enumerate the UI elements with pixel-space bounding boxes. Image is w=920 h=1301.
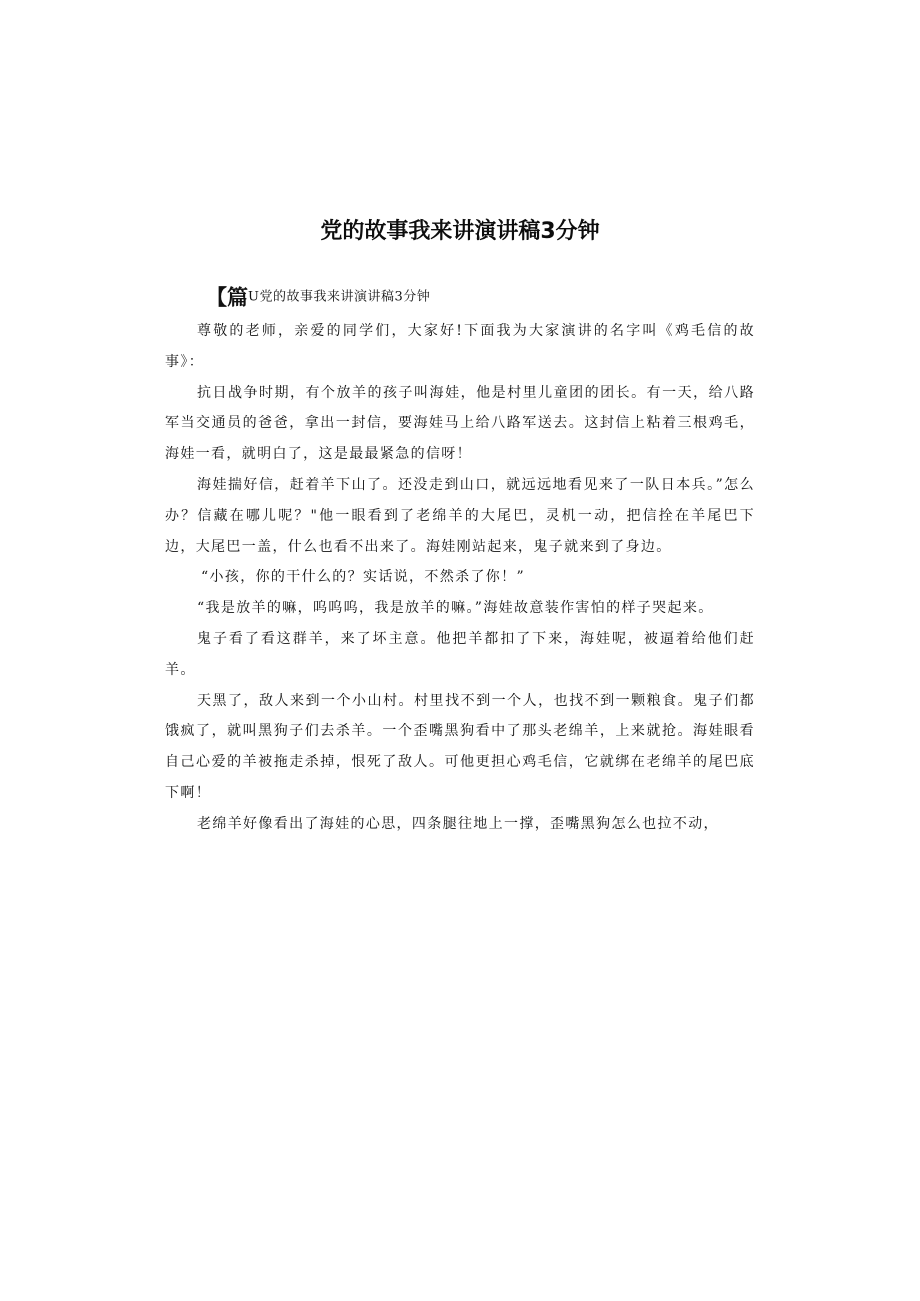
- paragraph-nightfall: 天黑了，敌人来到一个小山村。村里找不到一个人，也找不到一颗粮食。鬼子们都饿疯了，就叫黑狗子们去杀羊。一个歪嘴黑狗看中了那头老绵羊，上来就抢。海娃眼看自己心爱的羊被拖走杀掉，恨死了敌人。可他更担心鸡毛信，它就绑在老绵羊的尾巴底下啊！: [165, 692, 755, 801]
- section-heading-text: U党的故事我来讲演讲稿3分钟: [248, 289, 431, 305]
- document-title: 党的故事我来讲演讲稿3分钟: [320, 219, 600, 244]
- paragraph-old-sheep: 老绵羊好像看出了海娃的心思，四条腿往地上一撑，歪嘴黑狗怎么也拉不动，: [197, 815, 719, 832]
- document-body: [165, 316, 755, 840]
- section-heading-bracket: 【篇: [206, 285, 248, 310]
- paragraph-soldier-question: “小孩，你的干什么的？实话说，不然杀了你！”: [201, 569, 526, 586]
- paragraph-greeting: 尊敬的老师，亲爱的同学们，大家好!下面我为大家演讲的名字叫《鸡毛信的故事》：: [165, 323, 755, 370]
- paragraph-story-intro: 抗日战争时期，有个放羊的孩子叫海娃，他是村里儿童团的团长。有一天，给八路军当交通员的爸爸，拿出一封信，要海娃马上给八路军送去。这封信上粘着三根鸡毛，海娃一看，就明白了，这是最最紧急的信呀！: [165, 384, 755, 463]
- section-heading: [206, 283, 430, 311]
- paragraph-sheep-seized: 鬼子看了看这群羊，来了坏主意。他把羊都扣了下来，海娃呢，被逼着给他们赶羊。: [165, 630, 755, 678]
- paragraph-hide-letter: 海娃揣好信，赶着羊下山了。还没走到山口，就远远地看见来了一队日本兵。”怎么办？信藏在哪儿呢？"他一眼看到了老绵羊的大尾巴，灵机一动，把信拴在羊尾巴下边，大尾巴一盖，什么也看不出来了。海娃刚站起来，鬼子就来到了身边。: [165, 476, 755, 555]
- paragraph-hai-wa-reply: “我是放羊的嘛，呜呜呜，我是放羊的嘛。”海娃故意装作害怕的样子哭起来。: [197, 600, 714, 617]
